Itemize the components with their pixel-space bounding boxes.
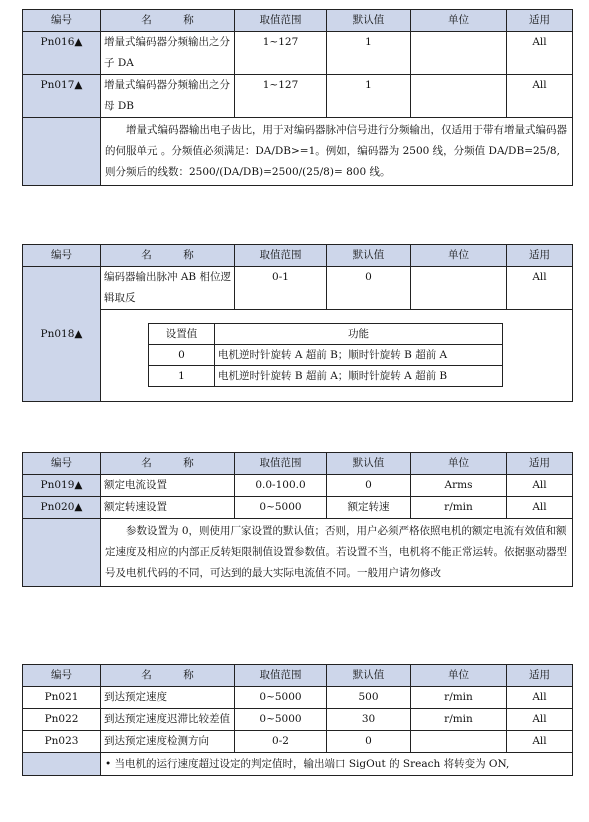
param-apply: All bbox=[507, 75, 573, 118]
setting-header-value: 设置值 bbox=[149, 324, 215, 345]
table-row bbox=[23, 475, 573, 497]
header-apply: 适用 bbox=[507, 245, 573, 267]
param-range: 1~127 bbox=[235, 32, 327, 75]
param-range: 0~5000 bbox=[235, 709, 327, 731]
param-name: 到达预定速度检测方向 bbox=[101, 731, 235, 753]
header-name: 名 称 bbox=[101, 10, 235, 32]
param-id: Pn020▲ bbox=[23, 497, 101, 519]
param-apply: All bbox=[507, 267, 573, 310]
setting-function: 电机逆时针旋转 B 超前 A；顺时针旋转 A 超前 B bbox=[215, 366, 503, 387]
setting-row bbox=[149, 345, 503, 366]
description-text: 参数设置为 0，则使用厂家设置的默认值；否则，用户必须严格依照电机的额定电流有效值和额定速度及相应的内部正反转矩限制值设置参数值。若设置不当，电机将不能正常运转。依据驱动器型号及电机代码的不同，可达到的最大实际电流值不同。一般用户请勿修改 bbox=[101, 519, 573, 587]
param-range: 0~5000 bbox=[235, 687, 327, 709]
param-range: 0-2 bbox=[235, 731, 327, 753]
setting-value: 0 bbox=[149, 345, 215, 366]
param-range: 0~5000 bbox=[235, 497, 327, 519]
header-id: 编号 bbox=[23, 10, 101, 32]
param-default: 0 bbox=[327, 731, 411, 753]
description-spacer bbox=[23, 753, 101, 776]
param-name: 到达预定速度迟滞比较差值 bbox=[101, 709, 235, 731]
table-header bbox=[23, 10, 573, 32]
param-id: Pn016▲ bbox=[23, 32, 101, 75]
param-apply: All bbox=[507, 32, 573, 75]
param-unit bbox=[411, 267, 507, 310]
param-apply: All bbox=[507, 475, 573, 497]
header-id: 编号 bbox=[23, 665, 101, 687]
setting-header bbox=[149, 324, 503, 345]
param-apply: All bbox=[507, 497, 573, 519]
setting-row bbox=[149, 366, 503, 387]
param-table-pn016-017 bbox=[22, 9, 573, 186]
param-name: 到达预定速度 bbox=[101, 687, 235, 709]
header-name: 名 称 bbox=[101, 665, 235, 687]
table-row bbox=[23, 497, 573, 519]
description-row bbox=[23, 519, 573, 587]
param-apply: All bbox=[507, 709, 573, 731]
param-unit bbox=[411, 75, 507, 118]
setting-function: 电机逆时针旋转 A 超前 B；顺时针旋转 B 超前 A bbox=[215, 345, 503, 366]
param-unit bbox=[411, 32, 507, 75]
table-row bbox=[23, 709, 573, 731]
header-unit: 单位 bbox=[411, 453, 507, 475]
header-apply: 适用 bbox=[507, 453, 573, 475]
header-unit: 单位 bbox=[411, 245, 507, 267]
setting-table-row bbox=[23, 310, 573, 402]
param-default: 30 bbox=[327, 709, 411, 731]
param-name: 额定电流设置 bbox=[101, 475, 235, 497]
param-name: 增量式编码器分频输出之分母 DB bbox=[101, 75, 235, 118]
param-unit: r/min bbox=[411, 709, 507, 731]
param-id: Pn018▲ bbox=[23, 267, 101, 402]
param-default: 0 bbox=[327, 267, 411, 310]
header-range: 取值范围 bbox=[235, 453, 327, 475]
table-row bbox=[23, 75, 573, 118]
description-text: 增量式编码器输出电子齿比，用于对编码器脉冲信号进行分频输出，仅适用于带有增量式编码器的伺服单元 。分频值必须满足：DA/DB>=1。例如，编码器为 2500 线，分频值 DA/DB=25/8,则分频后的线数：2500/(DA/DB)=2500/(25/8)= 800 线。 bbox=[101, 118, 573, 186]
header-range: 取值范围 bbox=[235, 10, 327, 32]
param-id: Pn017▲ bbox=[23, 75, 101, 118]
param-table-pn018 bbox=[22, 244, 573, 402]
description-row bbox=[23, 753, 573, 776]
table-header bbox=[23, 245, 573, 267]
table-row bbox=[23, 267, 573, 310]
param-apply: All bbox=[507, 687, 573, 709]
table-row bbox=[23, 687, 573, 709]
header-id: 编号 bbox=[23, 453, 101, 475]
header-default: 默认值 bbox=[327, 245, 411, 267]
param-default: 1 bbox=[327, 75, 411, 118]
table-row bbox=[23, 32, 573, 75]
setting-header-function: 功能 bbox=[215, 324, 503, 345]
header-default: 默认值 bbox=[327, 453, 411, 475]
param-table-pn021-023 bbox=[22, 664, 573, 776]
table-header bbox=[23, 453, 573, 475]
setting-table-cell bbox=[101, 310, 573, 402]
param-id: Pn023 bbox=[23, 731, 101, 753]
param-default: 1 bbox=[327, 32, 411, 75]
table-header bbox=[23, 665, 573, 687]
param-apply: All bbox=[507, 731, 573, 753]
header-unit: 单位 bbox=[411, 665, 507, 687]
param-name: 增量式编码器分频输出之分子 DA bbox=[101, 32, 235, 75]
setting-table bbox=[148, 323, 503, 387]
description-text: • 当电机的运行速度超过设定的判定值时，输出端口 SigOut 的 Sreach 将转变为 ON, bbox=[101, 753, 573, 776]
param-range: 0-1 bbox=[235, 267, 327, 310]
description-spacer bbox=[23, 519, 101, 587]
header-unit: 单位 bbox=[411, 10, 507, 32]
header-default: 默认值 bbox=[327, 10, 411, 32]
header-range: 取值范围 bbox=[235, 245, 327, 267]
header-default: 默认值 bbox=[327, 665, 411, 687]
param-unit: Arms bbox=[411, 475, 507, 497]
header-apply: 适用 bbox=[507, 665, 573, 687]
param-range: 1~127 bbox=[235, 75, 327, 118]
param-default: 0 bbox=[327, 475, 411, 497]
param-name: 编码器输出脉冲 AB 相位逻辑取反 bbox=[101, 267, 235, 310]
header-name: 名 称 bbox=[101, 245, 235, 267]
param-unit bbox=[411, 731, 507, 753]
param-id: Pn019▲ bbox=[23, 475, 101, 497]
table-row bbox=[23, 731, 573, 753]
param-id: Pn021 bbox=[23, 687, 101, 709]
description-row bbox=[23, 118, 573, 186]
header-apply: 适用 bbox=[507, 10, 573, 32]
header-id: 编号 bbox=[23, 245, 101, 267]
param-unit: r/min bbox=[411, 497, 507, 519]
header-name: 名 称 bbox=[101, 453, 235, 475]
param-id: Pn022 bbox=[23, 709, 101, 731]
param-default: 额定转速 bbox=[327, 497, 411, 519]
setting-value: 1 bbox=[149, 366, 215, 387]
param-table-pn019-020 bbox=[22, 452, 573, 587]
header-range: 取值范围 bbox=[235, 665, 327, 687]
param-range: 0.0-100.0 bbox=[235, 475, 327, 497]
param-unit: r/min bbox=[411, 687, 507, 709]
description-spacer bbox=[23, 118, 101, 186]
param-name: 额定转速设置 bbox=[101, 497, 235, 519]
param-default: 500 bbox=[327, 687, 411, 709]
